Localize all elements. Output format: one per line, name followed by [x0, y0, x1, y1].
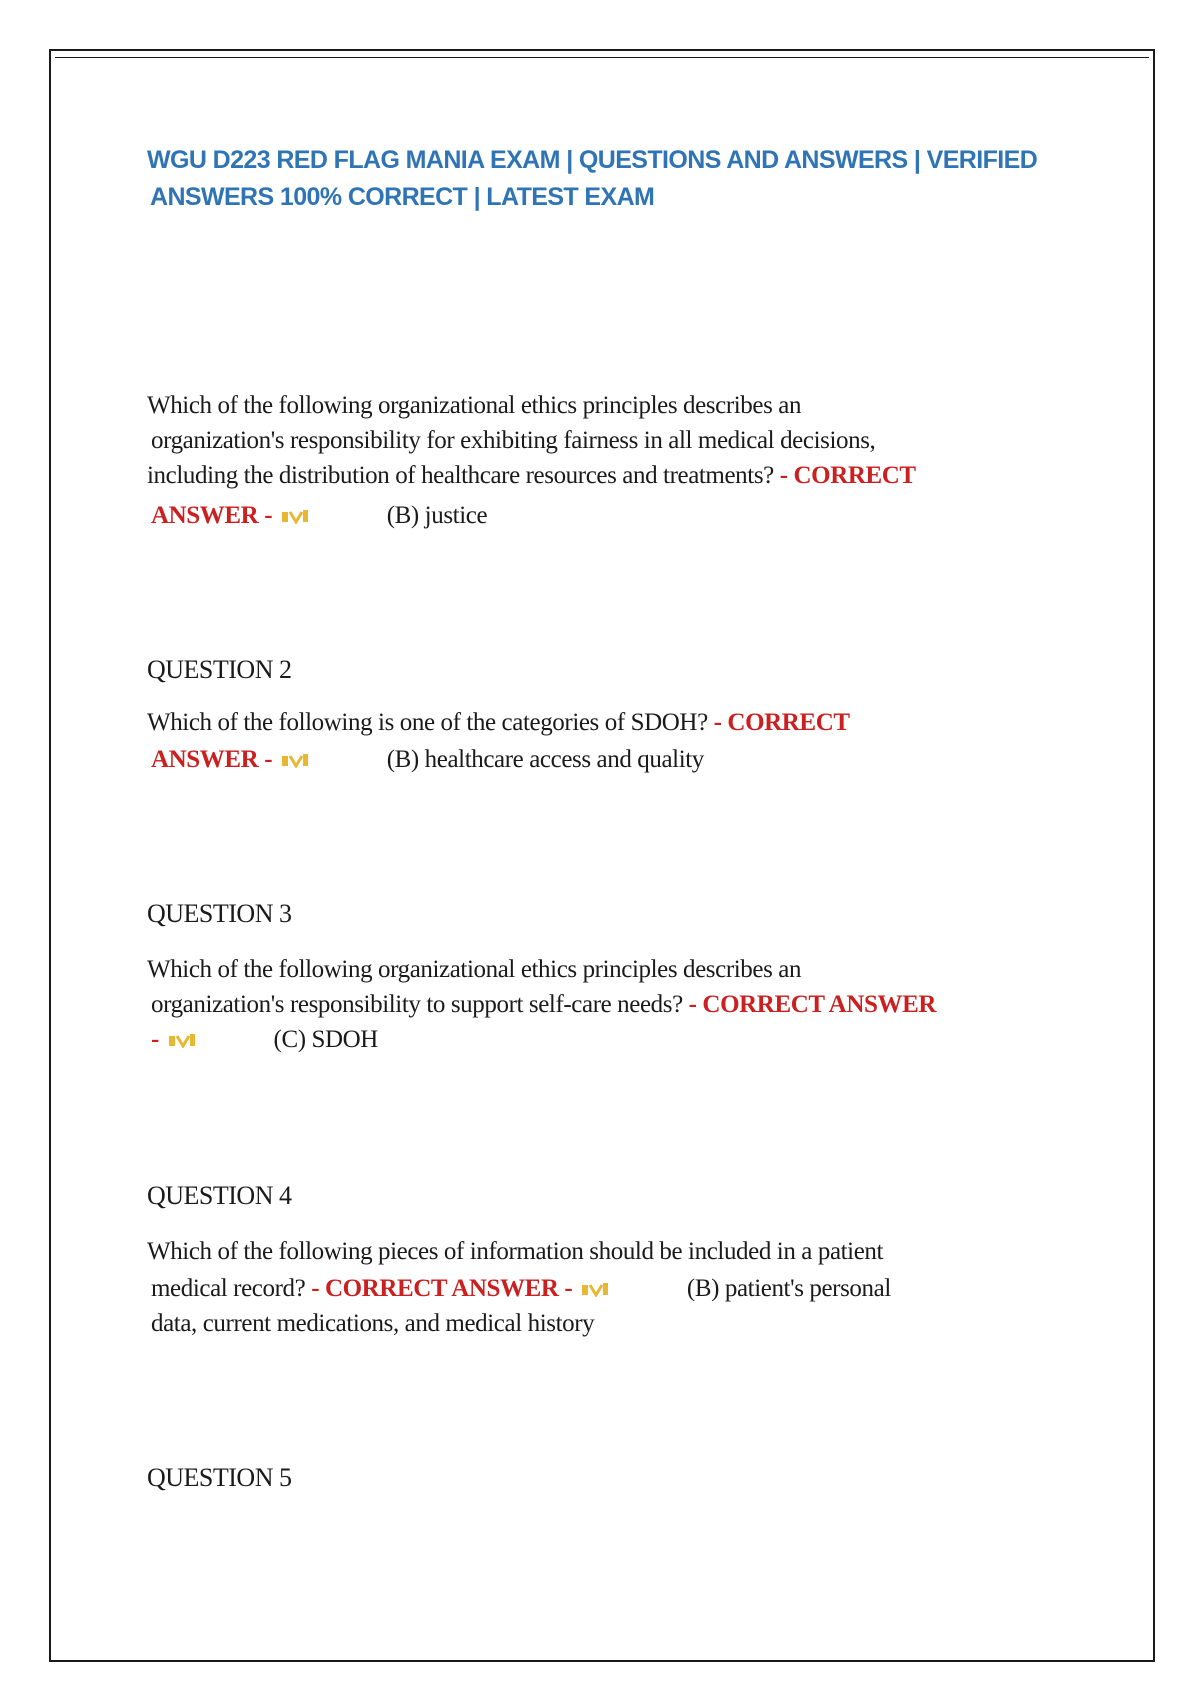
page-border — [49, 49, 1155, 1662]
question-2-marker-a: - CORRECT — [713, 709, 850, 736]
question-5-heading: QUESTION 5 — [147, 1463, 292, 1492]
question-4-answer: (B) patient's personal — [686, 1275, 891, 1302]
question-3-text-row — [147, 987, 936, 1022]
question-1-marker-b: ANSWER - — [151, 502, 273, 529]
title-line-2: ANSWERS 100% CORRECT | LATEST EXAM — [150, 183, 655, 211]
question-2-text-line-1: Which of the following is one of the categories of SDOH? — [147, 709, 708, 736]
question-3-marker-b: - — [151, 1026, 159, 1053]
question-4-block — [147, 1234, 1200, 1341]
question-3-marker-a: - CORRECT ANSWER — [688, 991, 937, 1018]
document-title — [147, 142, 1047, 216]
question-3-text-line-1: Which of the following organizational ethics principles describes an — [147, 956, 802, 983]
check-icon — [281, 752, 309, 768]
title-line-1: WGU D223 RED FLAG MANIA EXAM | QUESTIONS AND ANSWERS | VERIFIED — [147, 146, 1038, 174]
question-2-heading: QUESTION 2 — [147, 655, 292, 684]
question-1-text-line-1: Which of the following organizational ethics principles describes an — [147, 392, 802, 419]
question-2-text-row — [147, 705, 850, 740]
question-1-block — [147, 388, 916, 533]
question-1-text-line-3: including the distribution of healthcare resources and treatments? — [147, 462, 774, 489]
question-1-text-line-3-row — [147, 458, 916, 493]
question-2-block — [147, 705, 850, 777]
question-2-marker-b: ANSWER - — [151, 746, 273, 773]
question-1-answer-row — [147, 498, 916, 533]
question-1-text-line-2: organization's responsibility for exhibiting fairness in all medical decisions, — [151, 427, 876, 454]
question-4-marker-a: - CORRECT ANSWER - — [311, 1275, 573, 1302]
question-3-answer-row — [147, 1022, 936, 1057]
question-3-answer: (C) SDOH — [273, 1026, 378, 1053]
question-3-block — [147, 952, 936, 1057]
check-icon — [168, 1032, 196, 1048]
question-1-answer: (B) justice — [386, 502, 488, 529]
question-3-text-line-2: organization's responsibility to support self-care needs? — [151, 991, 683, 1018]
question-1-marker-a: - CORRECT — [779, 462, 916, 489]
question-4-answer-continued: data, current medications, and medical history — [151, 1310, 595, 1337]
question-4-answer-row — [147, 1271, 891, 1306]
question-2-answer-row — [147, 742, 850, 777]
question-3-heading: QUESTION 3 — [147, 899, 292, 928]
header-rule — [55, 57, 1149, 58]
check-icon — [281, 508, 309, 524]
question-4-heading: QUESTION 4 — [147, 1181, 292, 1210]
check-icon — [581, 1281, 609, 1297]
question-4-text-line-1: Which of the following pieces of information should be included in a patient — [147, 1238, 884, 1265]
question-2-answer: (B) healthcare access and quality — [386, 746, 704, 773]
question-4-text-line-2: medical record? — [151, 1275, 306, 1302]
